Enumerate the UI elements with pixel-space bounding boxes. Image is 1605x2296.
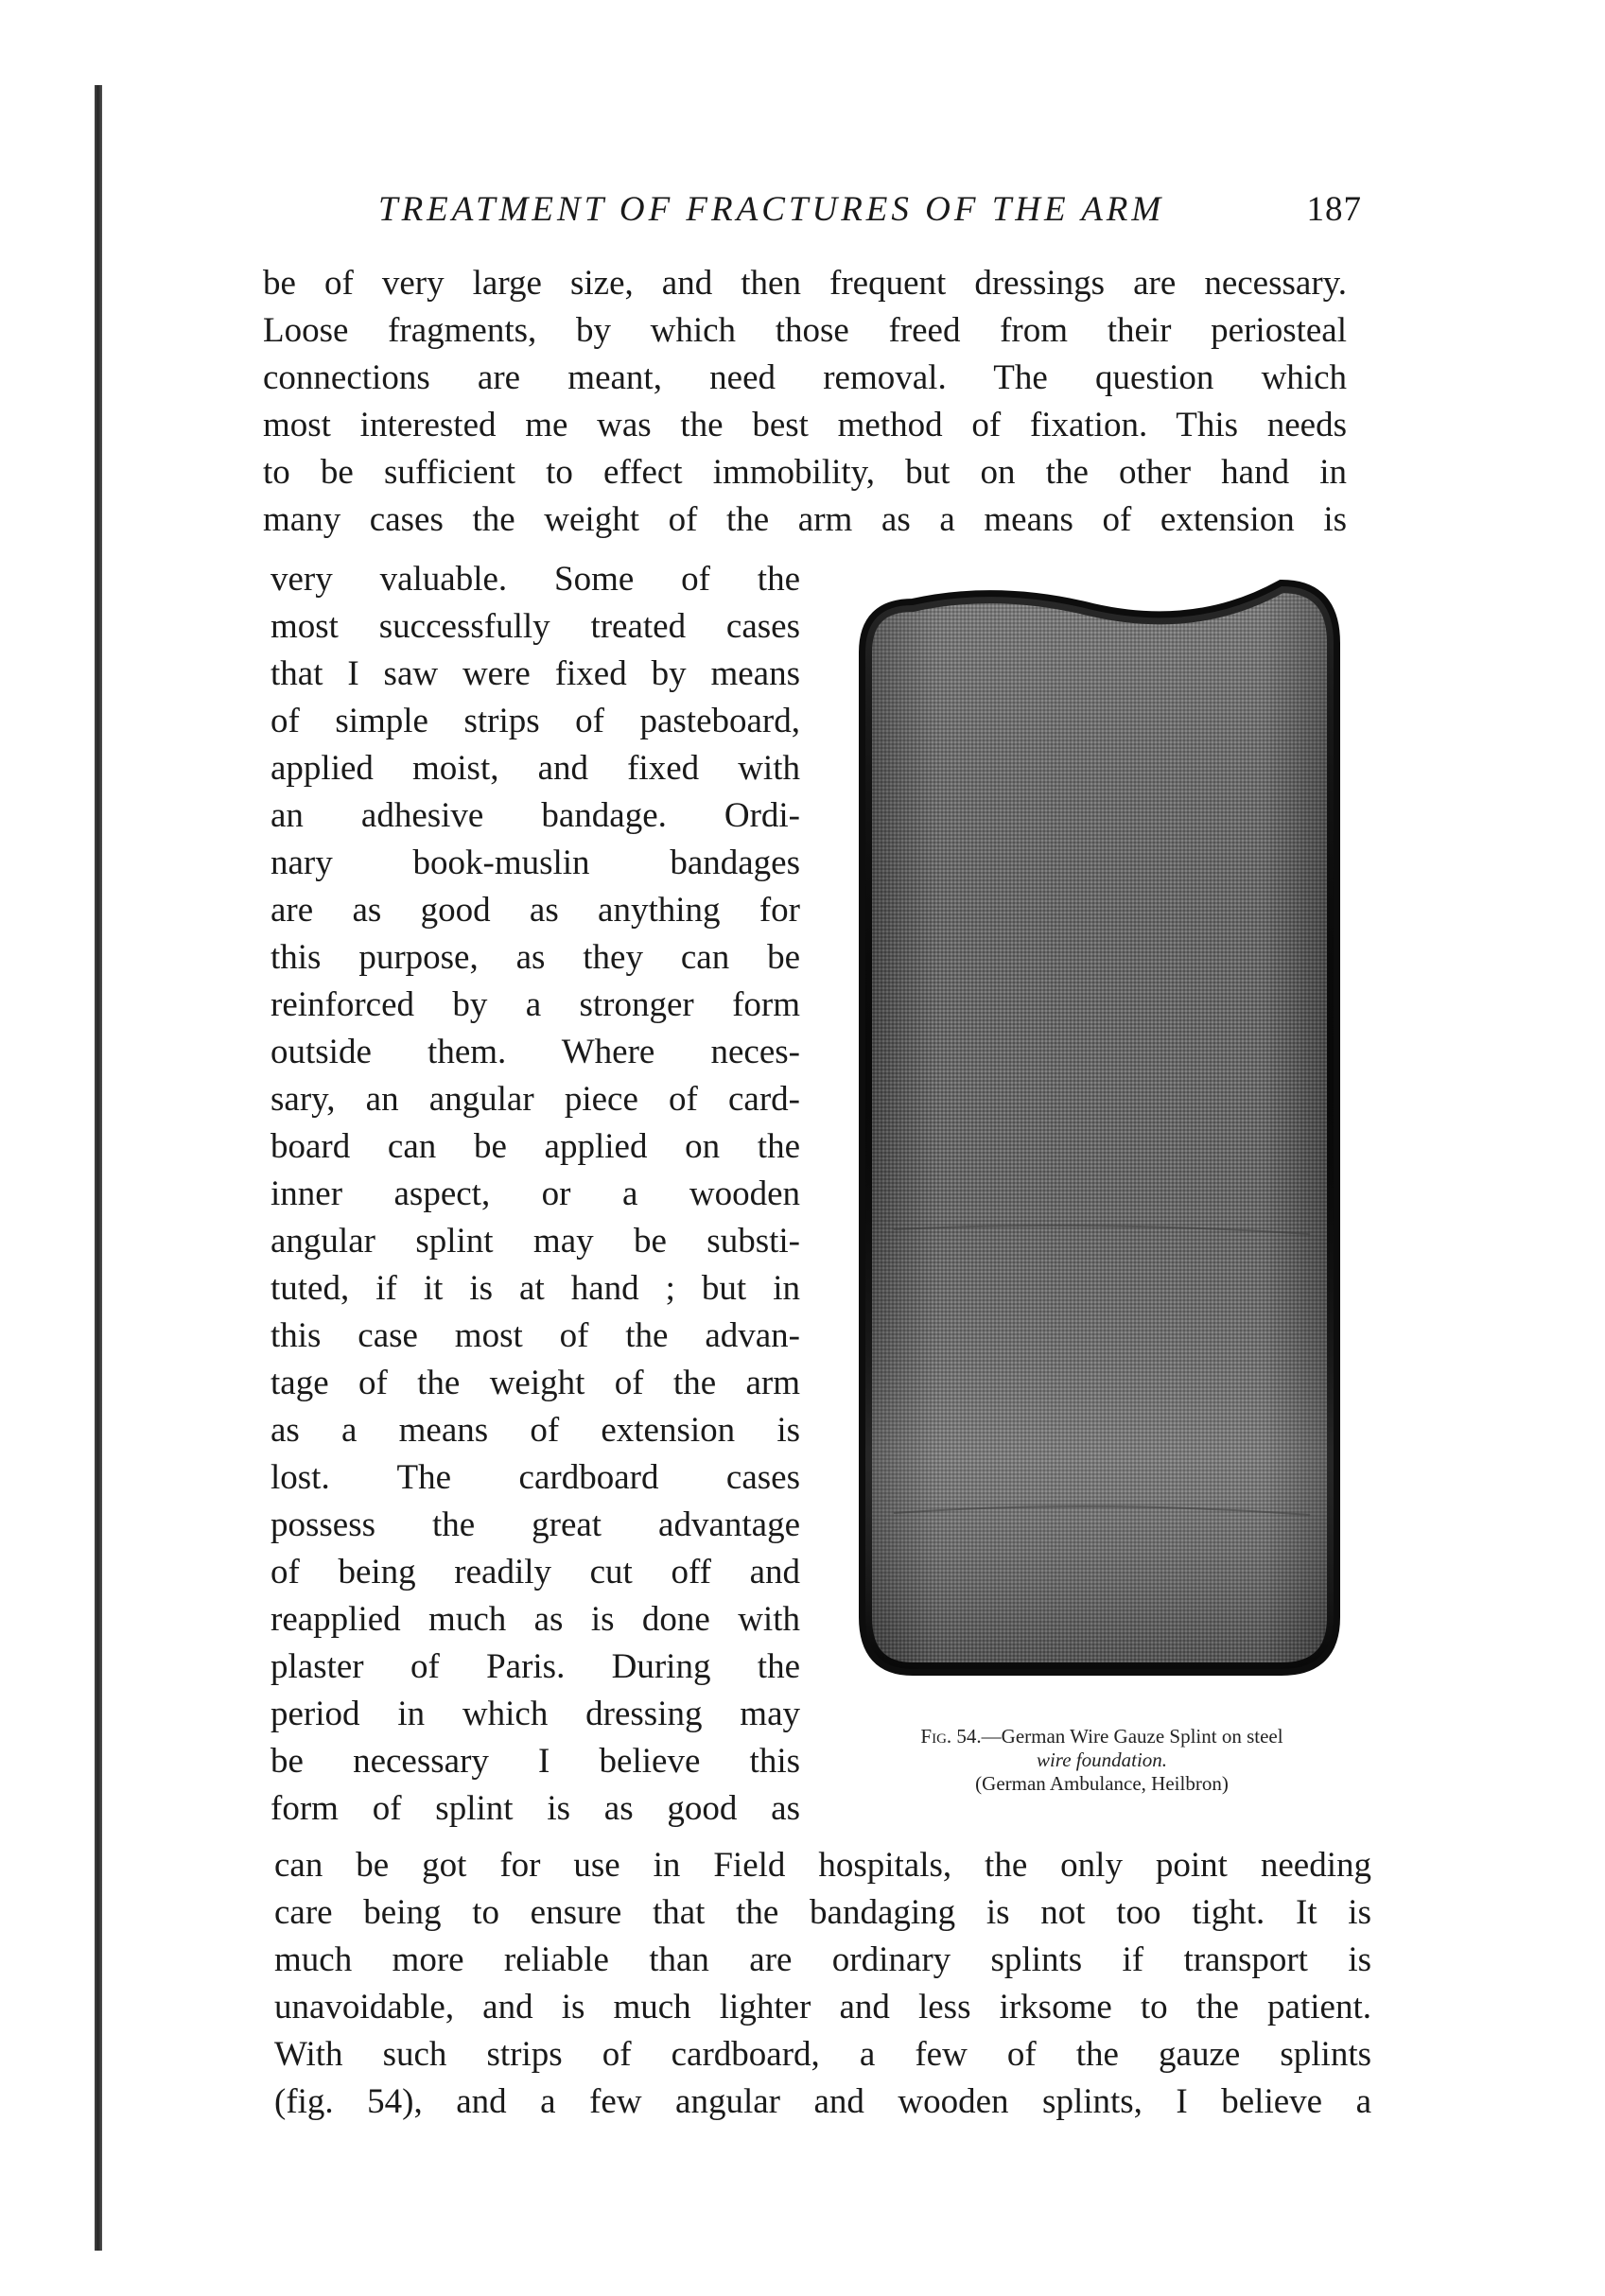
text-line: connections are meant, need removal. The question which: [263, 358, 1347, 397]
text-line: that I saw were fixed by means: [270, 654, 800, 693]
text-line: can be got for use in Field hospitals, the only point needing: [274, 1846, 1371, 1885]
text-line: be of very large size, and then frequent dressings are necessary.: [263, 264, 1347, 303]
text-line: sary, an angular piece of card-: [270, 1080, 800, 1119]
text-line: most interested me was the best method of fixation. This needs: [263, 406, 1347, 444]
caption-line-1: —German Wire Gauze Splint on steel: [981, 1725, 1283, 1748]
text-line: (fig. 54), and a few angular and wooden splints, I believe a: [274, 2082, 1371, 2121]
figure-caption: [832, 1724, 1371, 1748]
text-line: unavoidable, and is much lighter and less irksome to the patient.: [274, 1988, 1371, 2026]
text-line: very valuable. Some of the: [270, 560, 800, 599]
text-line: applied moist, and fixed with: [270, 749, 800, 788]
text-line: lost. The cardboard cases: [270, 1458, 800, 1497]
binding-edge: [95, 85, 102, 2251]
text-line: nary book-muslin bandages: [270, 844, 800, 882]
text-line: be necessary I believe this: [270, 1742, 800, 1781]
running-head: [378, 189, 1362, 236]
text-line: tage of the weight of the arm: [270, 1364, 800, 1402]
text-line: tuted, if it is at hand ; but in: [270, 1269, 800, 1308]
caption-line-3: (German Ambulance, Heilbron): [975, 1772, 1229, 1795]
text-line: angular splint may be substi-: [270, 1222, 800, 1261]
text-line: many cases the weight of the arm as a means of extension is: [263, 500, 1347, 539]
text-line: of being readily cut off and: [270, 1553, 800, 1592]
text-line: care being to ensure that the bandaging is not too tight. It is: [274, 1893, 1371, 1932]
figure-label: Fig. 54.: [920, 1725, 982, 1748]
text-line: outside them. Where neces-: [270, 1033, 800, 1071]
splint-drawing: [856, 567, 1343, 1683]
text-line: reapplied much as is done with: [270, 1600, 800, 1639]
text-line: form of splint is as good as: [270, 1789, 800, 1828]
text-line: much more reliable than are ordinary splints if transport is: [274, 1940, 1371, 1979]
text-line: inner aspect, or a wooden: [270, 1174, 800, 1213]
page-number: 187: [1306, 190, 1362, 229]
text-line: to be sufficient to effect immobility, but on the other hand in: [263, 453, 1347, 492]
text-line: Loose fragments, by which those freed from their periosteal: [263, 311, 1347, 350]
text-line: an adhesive bandage. Ordi-: [270, 796, 800, 835]
text-line: With such strips of cardboard, a few of the gauze splints: [274, 2035, 1371, 2074]
text-line: reinforced by a stronger form: [270, 985, 800, 1024]
text-line: as a means of extension is: [270, 1411, 800, 1450]
text-line: plaster of Paris. During the: [270, 1647, 800, 1686]
text-line: are as good as anything for: [270, 891, 800, 930]
splint-illustration: [856, 567, 1343, 1683]
text-line: this case most of the advan-: [270, 1316, 800, 1355]
running-title: TREATMENT OF FRACTURES OF THE ARM: [378, 190, 1165, 229]
text-line: period in which dressing may: [270, 1695, 800, 1733]
caption-line-2: wire foundation.: [1036, 1748, 1168, 1771]
text-line: board can be applied on the: [270, 1127, 800, 1166]
text-line: of simple strips of pasteboard,: [270, 702, 800, 740]
text-line: most successfully treated cases: [270, 607, 800, 646]
text-line: this purpose, as they can be: [270, 938, 800, 977]
text-line: possess the great advantage: [270, 1505, 800, 1544]
